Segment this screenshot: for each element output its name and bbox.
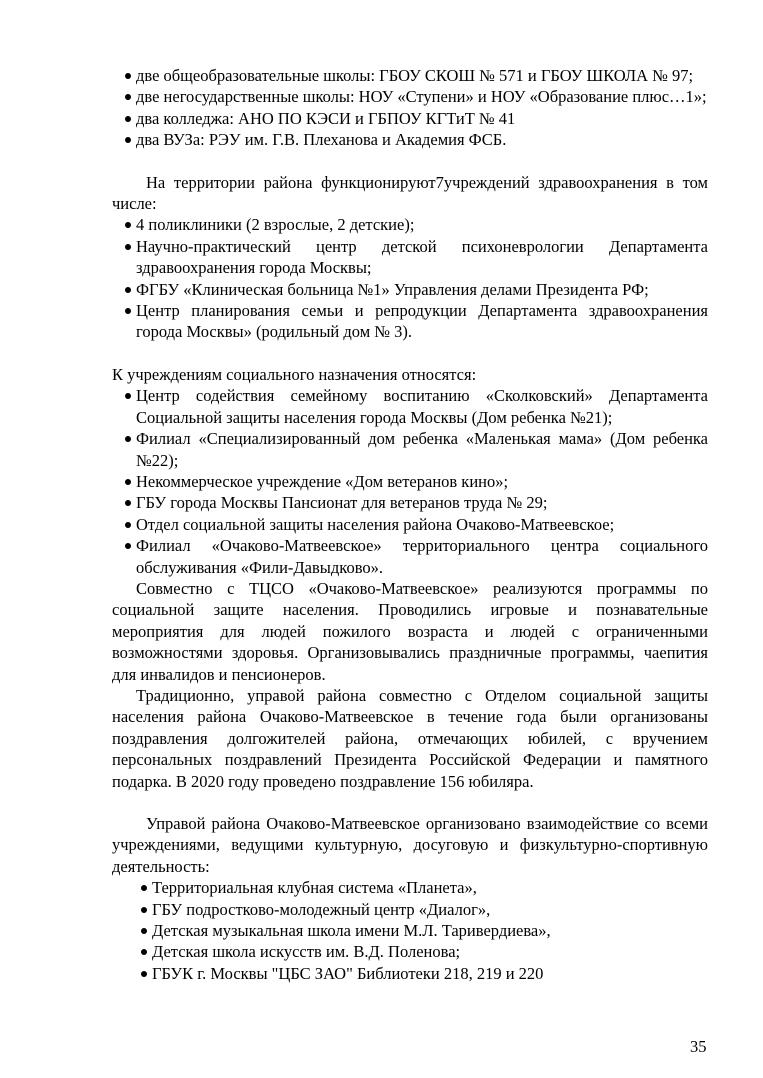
list-item: ФГБУ «Клиническая больница №1» Управления делами Президента РФ; bbox=[112, 279, 708, 300]
list-item: Филиал «Очаково-Матвеевское» территориального центра социального обслуживания «Фили-Давыдково». bbox=[112, 535, 708, 578]
social-intro: К учреждениям социального назначения относятся: bbox=[112, 364, 477, 384]
tcso-paragraph: Совместно с ТЦСО «Очаково-Матвеевское» реализуются программы по социальной защите населения. Проводились игровые и познавательные мероприятия для людей пожилого возраста и людей с ограниченными возможностями здоровья. Организовывались праздничные программы, чаепития для инвалидов и пенсионеров. bbox=[112, 578, 708, 684]
jubilee-paragraph: Традиционно, управой района совместно с Отделом социальной защиты населения района Очаково-Матвеевское в течение года были организованы поздравления долгожителей района, отмечающих юбилей, с вручением персональных поздравлений Президента Российской Федерации и памятного подарка. В 2020 году проведено поздравление 156 юбиляра. bbox=[112, 685, 708, 791]
list-item: две негосударственные школы: НОУ «Ступени» и НОУ «Образование плюс…1»; bbox=[112, 86, 708, 107]
list-item: две общеобразовательные школы: ГБОУ СКОШ № 571 и ГБОУ ШКОЛА № 97; bbox=[112, 65, 708, 86]
list-item: ГБУК г. Москвы "ЦБС ЗАО" Библиотеки 218, 219 и 220 bbox=[112, 963, 708, 984]
list-item: Научно-практический центр детской психоневрологии Департамента здравоохранения города Москвы; bbox=[112, 236, 708, 279]
list-item: Центр содействия семейному воспитанию «Сколковский» Департамента Социальной защиты населения города Москвы (Дом ребенка №21); bbox=[112, 385, 708, 428]
culture-intro: Управой района Очаково-Матвеевское организовано взаимодействие со всеми учреждениями, ведущими культурную, досуговую и физкультурно-спортивную деятельность: bbox=[112, 814, 708, 876]
document-page bbox=[112, 65, 708, 984]
list-item: два ВУЗа: РЭУ им. Г.В. Плеханова и Академия ФСБ. bbox=[112, 129, 708, 150]
list-item: Детская музыкальная школа имени М.Л. Таривердиева», bbox=[112, 920, 708, 941]
list-item: Некоммерческое учреждение «Дом ветеранов кино»; bbox=[112, 471, 708, 492]
list-item: Территориальная клубная система «Планета», bbox=[112, 877, 708, 898]
education-list bbox=[112, 65, 708, 151]
list-item: ГБУ города Москвы Пансионат для ветеранов труда № 29; bbox=[112, 492, 708, 513]
health-list bbox=[112, 214, 708, 342]
list-item: ГБУ подростково-молодежный центр «Диалог», bbox=[112, 899, 708, 920]
list-item: Отдел социальной защиты населения района Очаково-Матвеевское; bbox=[112, 514, 708, 535]
page-number: 35 bbox=[690, 1037, 707, 1056]
list-item: 4 поликлиники (2 взрослые, 2 детские); bbox=[112, 214, 708, 235]
health-intro: На территории района функционируют7учреждений здравоохранения в том числе: bbox=[112, 172, 708, 214]
list-item: Филиал «Специализированный дом ребенка «Маленькая мама» (Дом ребенка №22); bbox=[112, 428, 708, 471]
list-item: Центр планирования семьи и репродукции Департамента здравоохранения города Москвы» (родильный дом № 3). bbox=[112, 300, 708, 343]
culture-list bbox=[112, 877, 708, 984]
list-item: два колледжа: АНО ПО КЭСИ и ГБПОУ КГТиТ № 41 bbox=[112, 108, 708, 129]
list-item: Детская школа искусств им. В.Д. Поленова; bbox=[112, 941, 708, 962]
social-list bbox=[112, 385, 708, 578]
